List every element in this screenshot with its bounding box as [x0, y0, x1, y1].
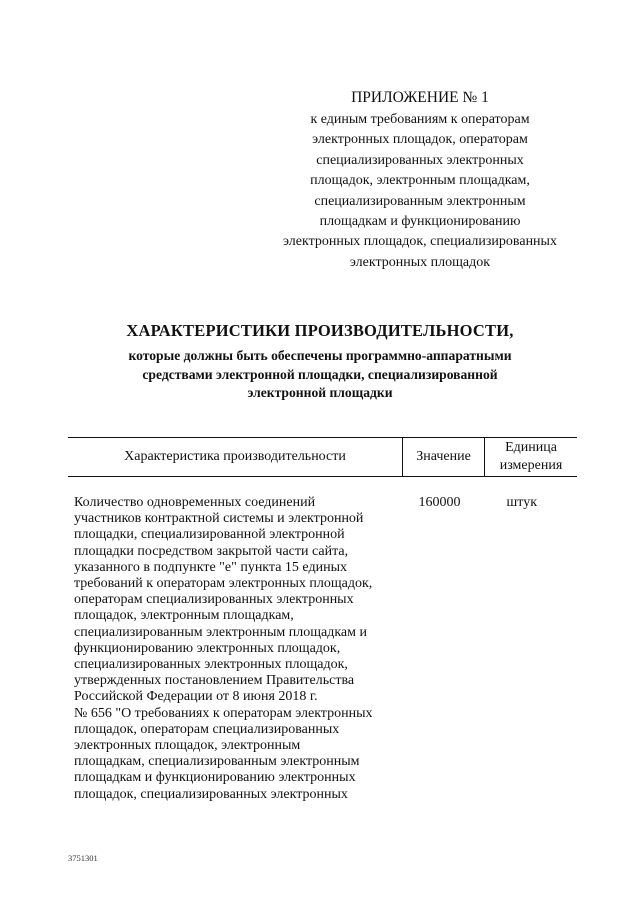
- appendix-line: специализированным электронным: [314, 193, 526, 209]
- appendix-line: специализированных электронных: [316, 152, 524, 168]
- description-line: утвержденных постановлением Правительства: [74, 673, 355, 689]
- performance-table: [68, 437, 563, 803]
- description-line: Российской Федерации от 8 июня 2018 г.: [74, 689, 318, 705]
- description-line: площадок, операторам специализированных: [74, 721, 340, 737]
- appendix-line: площадок, электронным площадкам,: [310, 173, 530, 189]
- appendix-line: электронных площадок: [349, 254, 491, 270]
- table-header-row: [68, 438, 577, 477]
- description-line: специализированных электронных площадок,: [74, 657, 348, 673]
- appendix-line: электронных площадок, специализированных: [283, 234, 557, 250]
- description-line: специализированным электронным площадкам и: [74, 624, 367, 640]
- row-unit: штук: [506, 495, 537, 510]
- appendix-block: [250, 88, 590, 273]
- performance-table-grid: [68, 437, 577, 803]
- description-line: участников контрактной системы и электронной: [74, 511, 364, 527]
- appendix-title: ПРИЛОЖЕНИЕ № 1: [351, 89, 489, 106]
- document-subtitle-line: которые должны быть обеспечены программно-аппаратными: [128, 348, 512, 363]
- description-line: площадок, электронным площадкам,: [74, 608, 294, 624]
- description-line: площадкам, специализированным электронным: [74, 754, 360, 770]
- row-description: [68, 477, 403, 803]
- description-line: указанного в подпункте "е" пункта 15 единых: [74, 559, 347, 575]
- appendix-line: площадкам и функционированию: [319, 214, 521, 230]
- description-line: № 656 "О требованиях к операторам электронных: [74, 705, 373, 721]
- description-line: Количество одновременных соединений: [74, 495, 316, 510]
- description-line: площадкам и функционированию электронных: [74, 770, 356, 786]
- description-line: требований к операторам электронных площадок,: [74, 576, 373, 592]
- appendix-line: к единым требованиям к операторам: [310, 112, 530, 127]
- header-unit-line2: измерения: [499, 458, 563, 473]
- appendix-line: электронных площадок, операторам: [312, 132, 528, 148]
- description-line: площадки посредством закрытой части сайта,: [74, 543, 349, 559]
- description-line: площадки, специализированной электронной: [74, 527, 345, 543]
- document-heading: [40, 320, 600, 403]
- document-title: ХАРАКТЕРИСТИКИ ПРОИЗВОДИТЕЛЬНОСТИ,: [126, 321, 514, 340]
- description-line: операторам специализированных электронных: [74, 592, 354, 608]
- row-value: 160000: [418, 495, 461, 510]
- description-line: функционированию электронных площадок,: [74, 640, 341, 656]
- header-unit-line1: Единица: [505, 440, 557, 455]
- header-value: Значение: [403, 438, 485, 477]
- document-subtitle-line: электронной площадки: [247, 385, 393, 401]
- header-unit: [485, 438, 578, 477]
- document-code: 3751301: [68, 853, 98, 863]
- description-line: электронных площадок, электронным: [74, 738, 301, 754]
- table-row: [68, 477, 577, 803]
- document-subtitle-line: средствами электронной площадки, специализированной: [142, 366, 498, 382]
- description-line: площадок, специализированных электронных: [74, 786, 348, 802]
- header-characteristic: Характеристика производительности: [68, 438, 403, 477]
